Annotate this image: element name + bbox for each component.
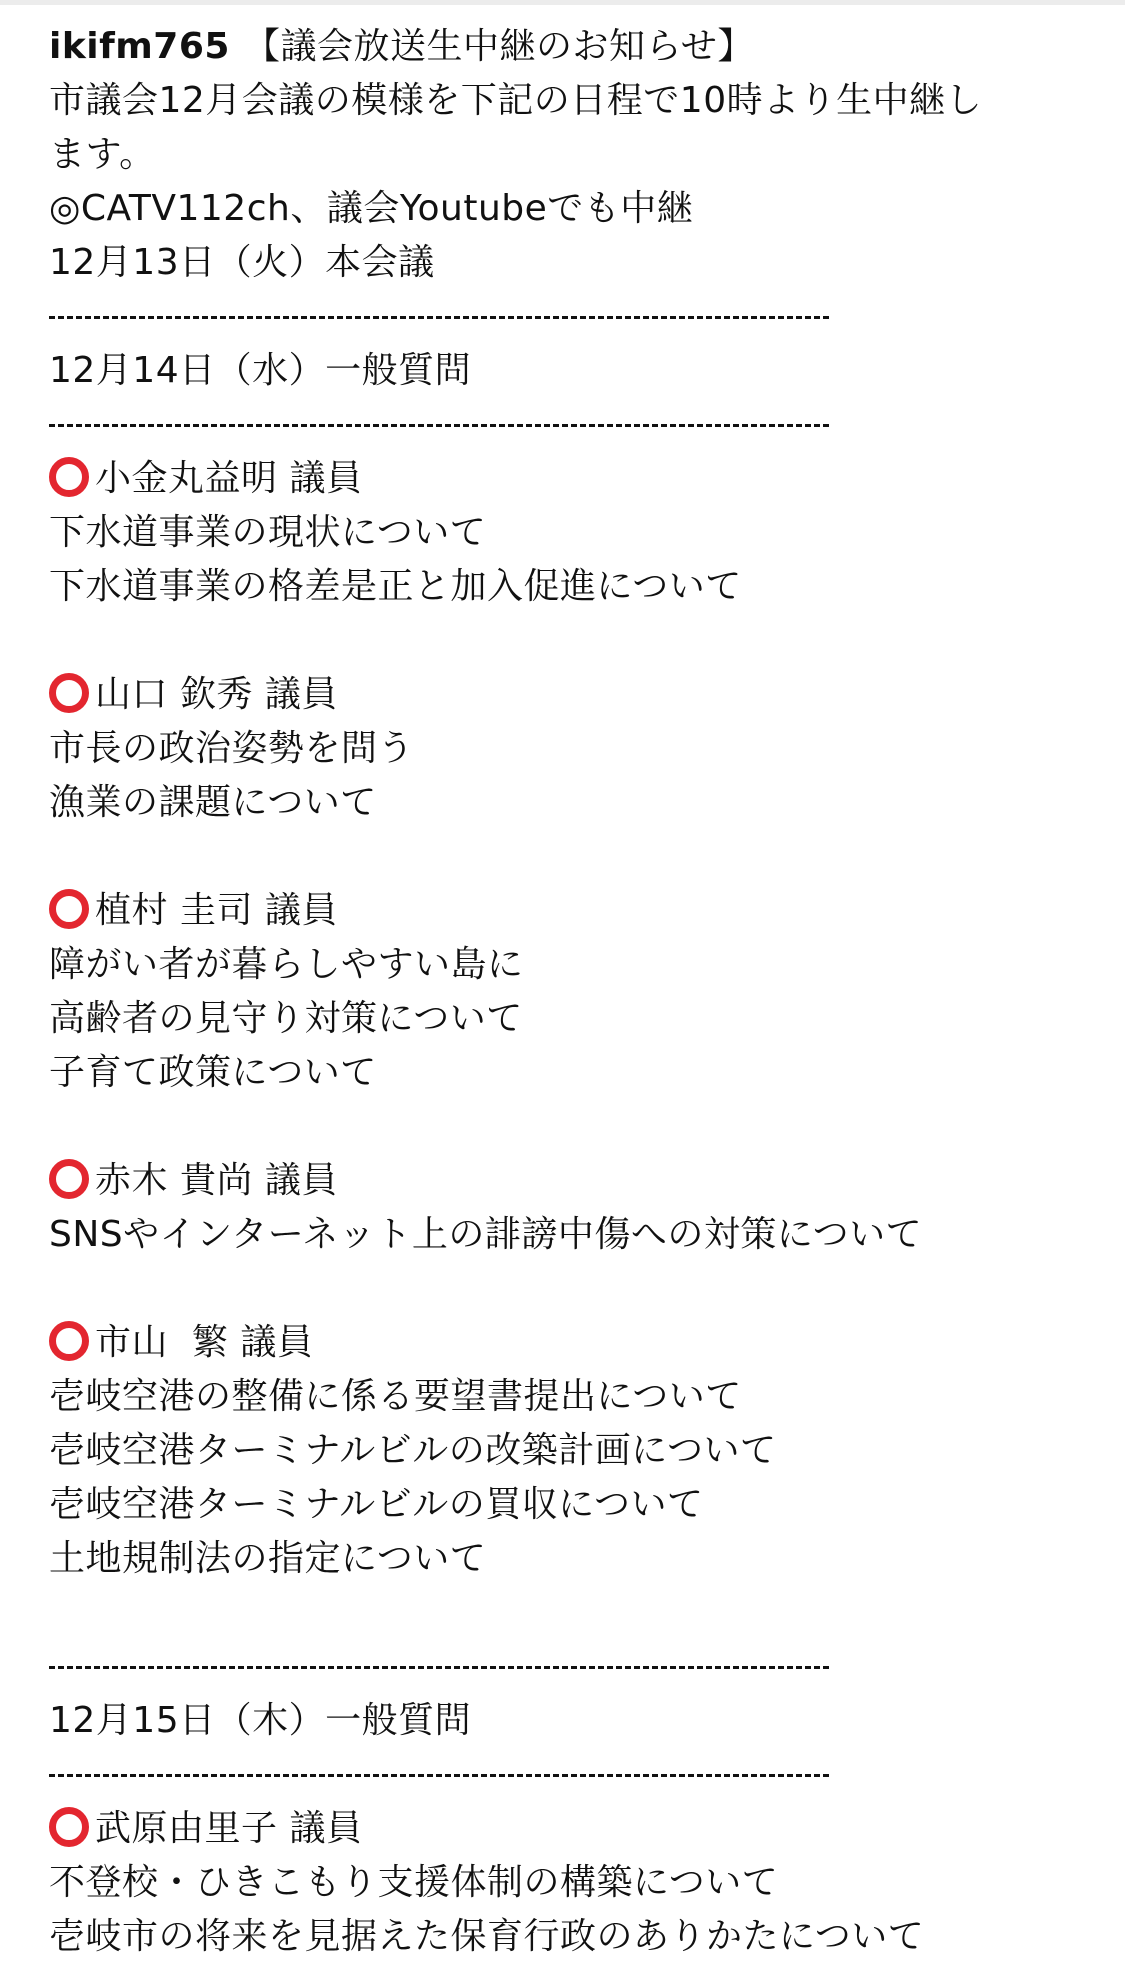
member-topic: 壱岐空港ターミナルビルの改築計画について xyxy=(49,1430,777,1471)
member-name: 赤木 貴尚 議員 xyxy=(95,1160,338,1201)
member-topic: 高齢者の見守り対策について xyxy=(49,998,523,1039)
headline: 【議会放送生中継のお知らせ】 xyxy=(243,26,754,67)
red-circle-icon xyxy=(49,457,89,497)
dash-separator xyxy=(49,398,1099,452)
dash-separator xyxy=(49,1640,1099,1694)
member-name-line xyxy=(49,1154,1099,1208)
member-topic: 壱岐市の将来を見据えた保育行政のありかたについて xyxy=(49,1916,925,1957)
intro-line-2: ます。 xyxy=(49,134,156,175)
red-circle-icon xyxy=(49,1321,89,1361)
red-circle-icon xyxy=(49,673,89,713)
blank-line xyxy=(49,1262,1099,1316)
red-circle-icon xyxy=(49,1807,89,1847)
member-topic: 壱岐空港ターミナルビルの買収について xyxy=(49,1484,704,1525)
member-topic: 土地規制法の指定について xyxy=(49,1538,487,1579)
member-name: 小金丸益明 議員 xyxy=(95,458,363,499)
blank-line xyxy=(49,830,1099,884)
caption-header-line xyxy=(49,20,1099,74)
post-caption xyxy=(49,20,1099,1964)
member-topic: 不登校・ひきこもり支援体制の構築について xyxy=(49,1862,779,1903)
username-link[interactable]: ikifm765 xyxy=(49,26,230,67)
member-name-line xyxy=(49,452,1099,506)
member-name: 武原由里子 議員 xyxy=(95,1808,363,1849)
member-name: 山口 欽秀 議員 xyxy=(95,674,338,715)
member-name-line xyxy=(49,1802,1099,1856)
member-topic: 子育て政策について xyxy=(49,1052,377,1093)
member-name: 植村 圭司 議員 xyxy=(95,890,338,931)
red-circle-icon xyxy=(49,889,89,929)
top-divider xyxy=(0,0,1125,5)
blank-line xyxy=(49,614,1099,668)
member-topic: 障がい者が暮らしやすい島に xyxy=(49,944,524,985)
day-15-heading: 12月15日（木）一般質問 xyxy=(49,1700,472,1741)
intro-line-1: 市議会12月会議の模様を下記の日程で10時より生中継し xyxy=(49,80,983,121)
member-topic: 市長の政治姿勢を問う xyxy=(49,728,415,769)
blank-line xyxy=(49,1586,1099,1640)
blank-line xyxy=(49,1100,1099,1154)
member-name-line xyxy=(49,668,1099,722)
member-name: 市山 繁 議員 xyxy=(95,1322,314,1363)
day-13-heading: 12月13日（火）本会議 xyxy=(49,242,435,283)
dash-separator xyxy=(49,1748,1099,1802)
member-topic: 下水道事業の現状について xyxy=(49,512,487,553)
member-topic: 下水道事業の格差是正と加入促進について xyxy=(49,566,742,607)
member-topic: 漁業の課題について xyxy=(49,782,377,823)
member-topic: 壱岐空港の整備に係る要望書提出について xyxy=(49,1376,742,1417)
member-name-line xyxy=(49,884,1099,938)
member-name-line xyxy=(49,1316,1099,1370)
member-topic: SNSやインターネット上の誹謗中傷への対策について xyxy=(49,1214,923,1255)
channel-line: ◎CATV112ch、議会Youtubeでも中継 xyxy=(49,188,694,229)
red-circle-icon xyxy=(49,1159,89,1199)
dash-separator xyxy=(49,290,1099,344)
day-14-heading: 12月14日（水）一般質問 xyxy=(49,350,472,391)
